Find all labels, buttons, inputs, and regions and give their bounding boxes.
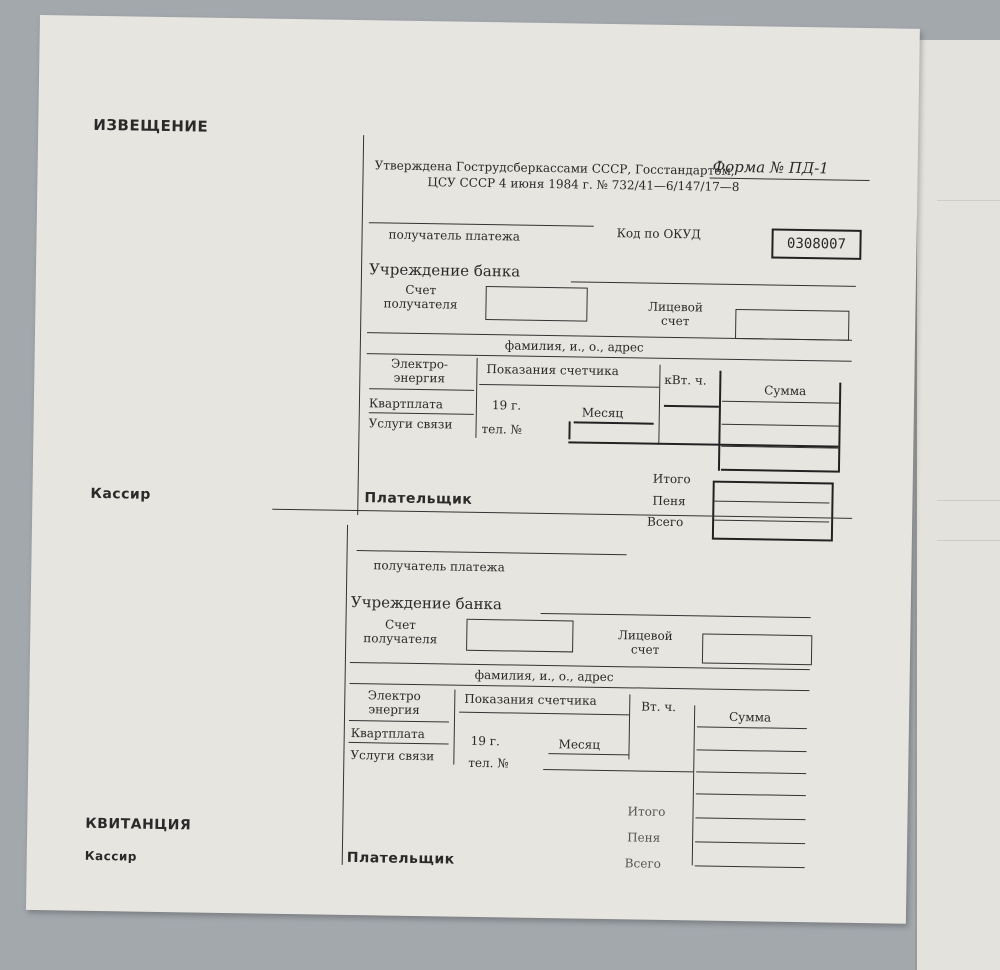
bank-label: Учреждение банка <box>350 592 503 614</box>
month-label: Месяц <box>558 737 601 752</box>
table-row-line <box>479 384 659 388</box>
table-col-2 <box>628 694 630 759</box>
table-bottom-line <box>543 769 693 772</box>
table-row-line <box>369 388 474 391</box>
electricity-label: Электро- энергия <box>390 356 449 386</box>
sum-label: Сумма <box>764 383 807 399</box>
table-row-line <box>369 412 474 415</box>
receipt-title: КВИТАНЦИЯ <box>85 815 192 834</box>
telecom-label: Услуги связи <box>368 416 453 432</box>
phone-label: тел. № <box>481 421 523 437</box>
receipt-payer: Плательщик <box>346 849 455 868</box>
personal-account-label: Лицевой счет <box>617 628 673 657</box>
month-line <box>574 421 654 424</box>
table-row-line <box>349 742 449 745</box>
notice-cashier: Кассир <box>90 485 151 503</box>
approval-line-2: ЦСУ СССР 4 июня 1984 г. № 732/41—6/147/17—8 <box>427 175 740 195</box>
notice-payer: Плательщик <box>364 490 473 508</box>
account-box[interactable] <box>466 619 573 653</box>
bank-line <box>571 281 856 286</box>
phone-label: тел. № <box>468 755 509 771</box>
electricity-label: Электро энергия <box>367 688 421 718</box>
penalty-label: Пеня <box>652 493 686 509</box>
kwh-label: кВт. ч. <box>664 372 707 388</box>
sum-bottom-line <box>721 469 838 473</box>
grand-total-label: Всего <box>624 856 662 871</box>
name-label: фамилия, и., о., адрес <box>474 667 614 685</box>
meter-label: Показания счетчика <box>464 691 597 708</box>
bank-line <box>541 613 811 618</box>
year-label: 19 г. <box>470 733 500 749</box>
adjacent-page <box>915 40 1000 970</box>
account-box[interactable] <box>485 286 588 322</box>
faint-line <box>937 540 1000 541</box>
receipt-divider <box>342 525 348 865</box>
recipient-label: получатель платежа <box>373 558 505 575</box>
personal-account-label: Лицевой счет <box>647 299 704 329</box>
sum-col-left <box>718 371 722 471</box>
meter-label: Показания счетчика <box>486 362 619 379</box>
total-label: Итого <box>627 804 666 819</box>
sum-row-line <box>722 401 839 404</box>
sum-row-line <box>697 749 807 752</box>
faint-line <box>937 500 1000 501</box>
table-row-line <box>459 712 629 716</box>
okud-label: Код по ОКУД <box>616 226 702 242</box>
kwh-label: Вт. ч. <box>641 699 677 715</box>
total-label: Итого <box>652 471 691 487</box>
notice-divider <box>357 135 364 515</box>
sum-row-line <box>696 771 806 774</box>
year-label: 19 г. <box>491 398 522 413</box>
sum-col-right <box>838 383 841 473</box>
faint-line <box>937 200 1000 201</box>
approval-line-1: Утверждена Гострудсберкассами СССР, Госстандартом, <box>374 158 735 178</box>
penalty-label: Пеня <box>627 830 661 845</box>
sum-label: Сумма <box>728 709 772 725</box>
month-label: Месяц <box>581 405 624 421</box>
table-col-2 <box>658 365 660 445</box>
totals-row-line <box>695 865 805 868</box>
sum-row-line <box>722 424 839 427</box>
name-label: фамилия, и., о., адрес <box>504 338 644 355</box>
kwh-cell-line <box>664 405 719 408</box>
notice-title: ИЗВЕЩЕНИЕ <box>93 115 209 136</box>
table-row-line <box>349 720 449 723</box>
totals-row-line <box>695 817 805 820</box>
personal-account-box[interactable] <box>735 309 849 341</box>
sum-row-line <box>697 726 807 729</box>
recipient-label: получатель платежа <box>388 227 521 244</box>
account-label: Счет получателя <box>363 617 438 647</box>
phone-divider <box>568 421 570 439</box>
month-line <box>548 753 628 755</box>
rent-label: Квартплата <box>350 725 425 742</box>
table-col-1 <box>453 690 455 765</box>
sum-row-line <box>696 793 806 796</box>
recipient-line <box>369 222 594 227</box>
totals-row-line <box>695 841 805 844</box>
receipt-cashier: Кассир <box>84 848 138 864</box>
okud-code: 0308007 <box>771 229 861 260</box>
totals-box[interactable] <box>712 481 834 542</box>
account-label: Счет получателя <box>383 282 458 312</box>
bank-label: Учреждение банка <box>368 260 521 281</box>
form-page <box>26 15 920 924</box>
grand-total-label: Всего <box>647 514 684 530</box>
table-col-1 <box>475 358 477 438</box>
rent-label: Квартплата <box>368 396 444 412</box>
recipient-line <box>357 550 627 555</box>
form-number: Форма № ПД-1 <box>712 157 829 178</box>
telecom-label: Услуги связи <box>350 747 435 764</box>
personal-account-box[interactable] <box>702 633 812 665</box>
